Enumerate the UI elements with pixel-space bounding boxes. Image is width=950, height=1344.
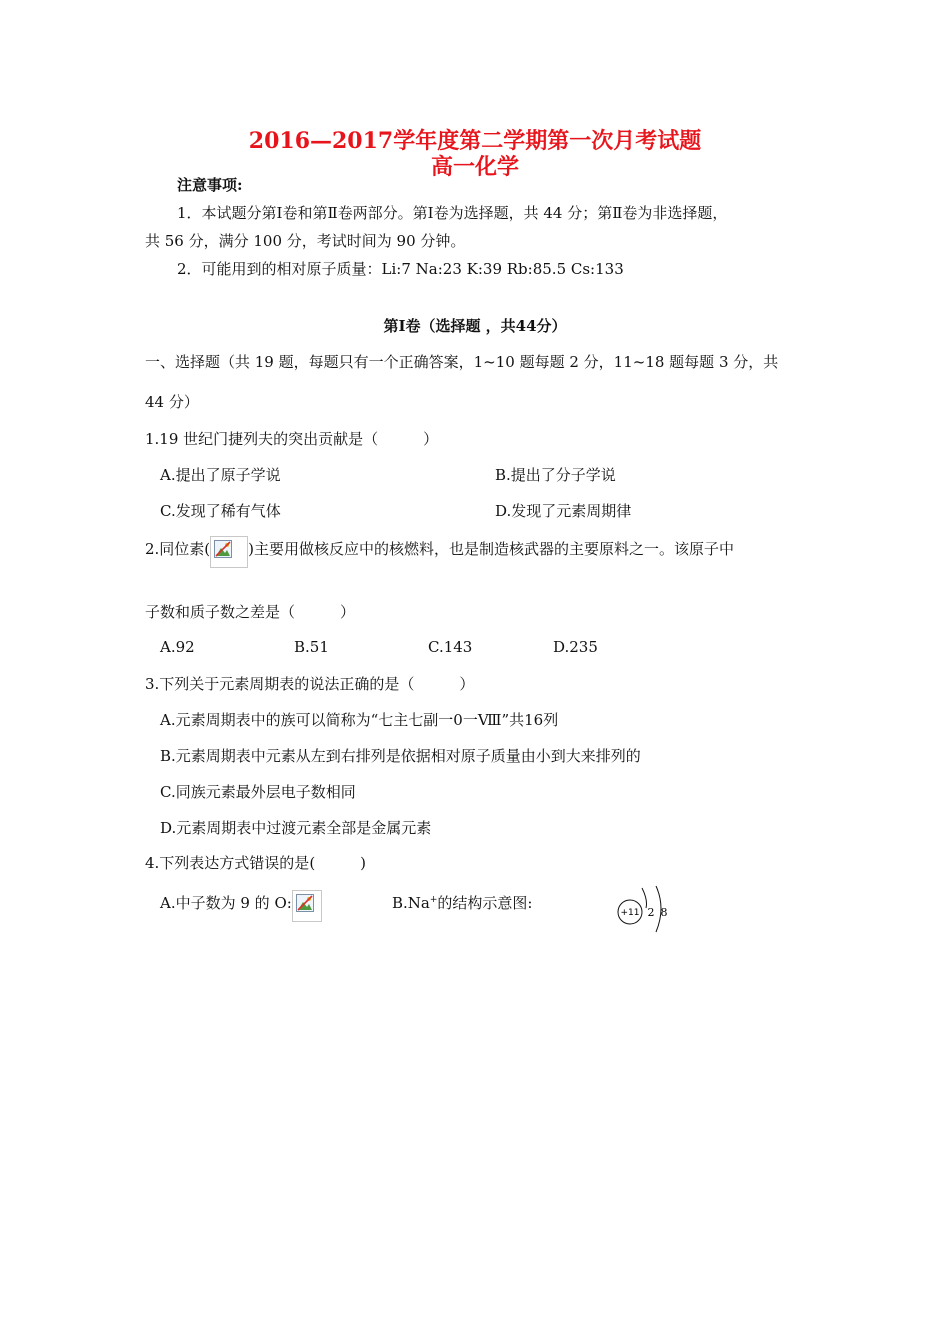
- notes-item-1-line-2: 共 56 分，满分 100 分，考试时间为 90 分钟。: [145, 232, 466, 250]
- question-1-option-c: C.发现了稀有气体: [160, 502, 281, 520]
- notes-item-1-line-1: 1．本试题分第Ⅰ卷和第Ⅱ卷两部分。第Ⅰ卷为选择题，共 44 分；第Ⅱ卷为非选择题，: [177, 204, 728, 222]
- question-2-stem-before: 2.同位素(: [145, 540, 211, 558]
- question-1-option-d: D.发现了元素周期律: [495, 502, 632, 520]
- electron-shell-1-arc: [642, 888, 647, 908]
- section-1-instruction-line-1: 一、选择题（共 19 题，每题只有一个正确答案，1~10 题每题 2 分，11~18 题每题 3 分，共: [145, 353, 779, 371]
- question-4-stem: 4.下列表达方式错误的是( ): [145, 854, 367, 872]
- question-3-option-a: A.元素周期表中的族可以简称为“七主七副一0一Ⅷ”共16列: [160, 711, 559, 729]
- question-1-stem: 1.19 世纪门捷列夫的突出贡献是（ ）: [145, 430, 439, 448]
- broken-image-icon: [292, 890, 322, 922]
- nucleus-charge: +11: [620, 908, 640, 918]
- question-4-option-b-before: B.Na: [392, 894, 430, 912]
- question-2-option-a: A.92: [160, 638, 195, 656]
- exam-subject: 高一化学: [430, 154, 519, 180]
- notes-item-2: 2．可能用到的相对原子质量：Li:7 Na:23 K:39 Rb:85.5 Cs:133: [177, 260, 624, 278]
- question-3-stem: 3.下列关于元素周期表的说法正确的是（ ）: [145, 675, 475, 693]
- question-2-option-b: B.51: [294, 638, 329, 656]
- sodium-ion-structure-diagram: [612, 880, 672, 944]
- question-2-option-d: D.235: [553, 638, 598, 656]
- exam-title: 2016—2017学年度第二学期第一次月考试题: [248, 128, 702, 154]
- question-4-option-a: [160, 892, 322, 922]
- section-1-heading: 第I卷（选择题 ，共44分）: [383, 317, 567, 335]
- shell-2-electrons: 8: [660, 906, 668, 919]
- question-2-option-c: C.143: [428, 638, 473, 656]
- question-2-stem-after: )主要用做核反应中的核燃料，也是制造核武器的主要原料之一。该原子中: [248, 540, 735, 558]
- question-1-option-a: A.提出了原子学说: [160, 466, 281, 484]
- question-2-stem-line-2: 子数和质子数之差是（ ）: [145, 603, 356, 621]
- question-1-option-b: B.提出了分子学说: [495, 466, 616, 484]
- shell-1-electrons: 2: [647, 906, 655, 919]
- question-2-stem: [145, 538, 734, 568]
- notes-heading: 注意事项:: [177, 176, 243, 194]
- question-4-option-a-text: A.中子数为 9 的 O:: [160, 894, 292, 912]
- question-4-option-b-charge: +: [429, 895, 438, 905]
- broken-image-icon: [210, 536, 248, 568]
- question-3-option-b: B.元素周期表中元素从左到右排列是依据相对原子质量由小到大来排列的: [160, 747, 641, 765]
- section-1-instruction-line-2: 44 分）: [145, 393, 199, 411]
- question-3-option-c: C.同族元素最外层电子数相同: [160, 783, 356, 801]
- question-3-option-d: D.元素周期表中过渡元素全部是金属元素: [160, 819, 432, 837]
- question-4-option-b: [392, 892, 532, 913]
- question-4-option-b-after: 的结构示意图:: [437, 894, 533, 912]
